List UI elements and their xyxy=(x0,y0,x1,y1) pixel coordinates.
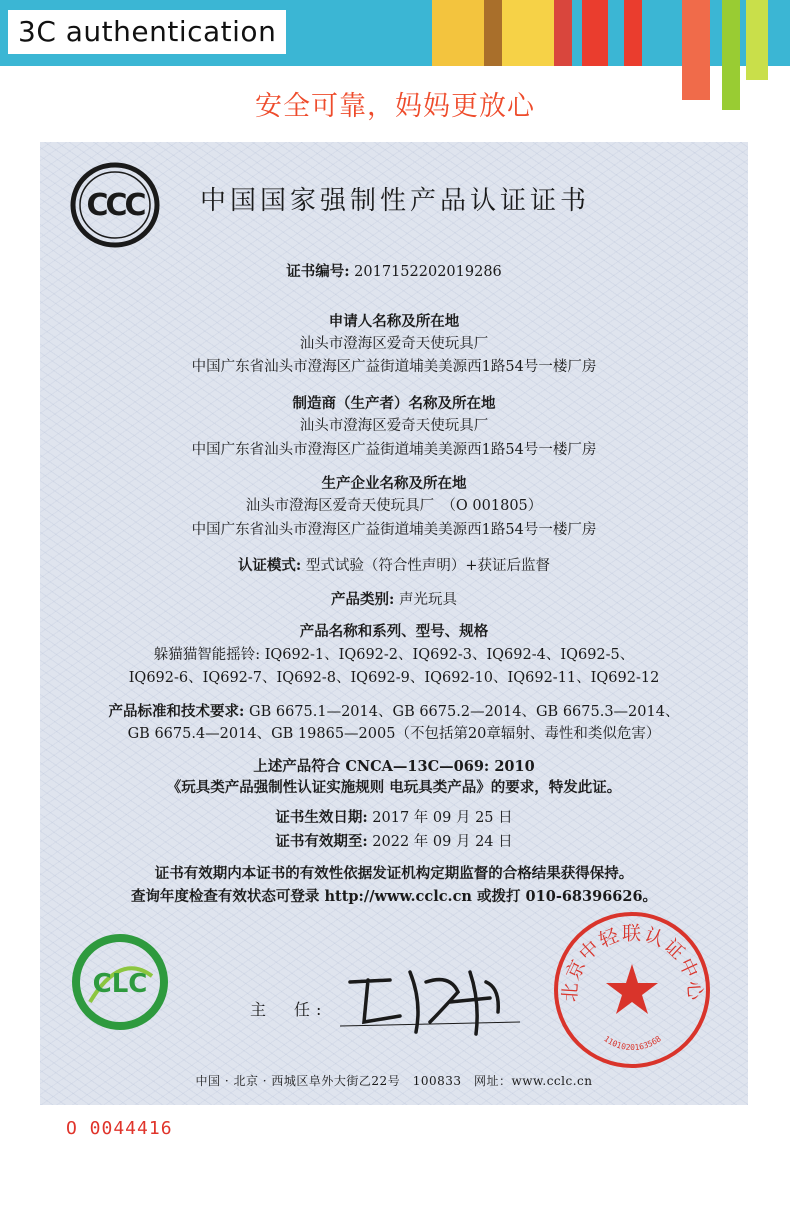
applicant-heading: 申请人名称及所在地 xyxy=(328,313,460,330)
decor-stripe xyxy=(432,0,484,66)
banner-title: 3C authentication xyxy=(8,10,286,54)
applicant-name: 汕头市澄海区爱奇天使玩具厂 xyxy=(299,336,489,352)
query-note: 查询年度检查有效状态可登录 http://www.cclc.cn 或拨打 010-68396626。 xyxy=(130,888,658,905)
decor-stripe xyxy=(484,0,502,66)
manufacturer-heading: 制造商（生产者）名称及所在地 xyxy=(292,395,496,412)
conformity-line: 上述产品符合 CNCA—13C—069: 2010 xyxy=(253,758,535,775)
certificate-title: 中国国家强制性产品认证证书 xyxy=(200,186,591,216)
svg-text:CLC: CLC xyxy=(92,969,148,999)
svg-text:CCC: CCC xyxy=(86,188,144,223)
certification-mode-label: 认证模式: xyxy=(237,557,302,574)
decor-stripe xyxy=(502,0,554,66)
ccc-logo-icon xyxy=(70,160,160,250)
conformity-line: 《玩具类产品强制性认证实施规则 电玩具类产品》的要求，特发此证。 xyxy=(166,779,622,796)
certificate-number: 2017152202019286 xyxy=(354,264,502,280)
standards-row xyxy=(40,700,748,721)
manufacturer-address: 中国广东省汕头市澄海区广益街道埔美美源西1路54号一楼厂房 xyxy=(191,442,597,458)
manufacturer-name: 汕头市澄海区爱奇天使玩具厂 xyxy=(299,418,489,434)
product-category-row xyxy=(40,588,748,609)
issue-date: 2017 年 09 月 25 日 xyxy=(372,810,513,826)
factory-heading: 生产企业名称及所在地 xyxy=(321,475,467,492)
official-seal-icon xyxy=(550,908,715,1073)
decor-stripe xyxy=(554,0,572,66)
expiry-date-label: 证书有效期至: xyxy=(275,833,368,850)
slogan: 安全可靠，妈妈更放心 xyxy=(255,91,535,122)
factory-name: 汕头市澄海区爱奇天使玩具厂 （O 001805） xyxy=(245,498,543,514)
product-category-value: 声光玩具 xyxy=(398,592,457,608)
product-models-line: 躲猫猫智能摇铃: IQ692-1、IQ692-2、IQ692-3、IQ692-4、IQ692-5、 xyxy=(153,647,635,663)
standards-label: 产品标准和技术要求: xyxy=(108,703,245,720)
decor-stripe xyxy=(746,0,768,80)
decor-stripe xyxy=(582,0,608,66)
standards-line: GB 6675.1—2014、GB 6675.2—2014、GB 6675.3—2014、 xyxy=(249,704,680,720)
issue-date-label: 证书生效日期: xyxy=(275,809,368,826)
clc-logo-icon xyxy=(70,932,170,1032)
standards-line: GB 6675.4—2014、GB 19865—2005（不包括第20章辐射、毒性和类似危害） xyxy=(127,726,661,742)
certificate-number-row xyxy=(40,260,748,281)
serial-number: O 0044416 xyxy=(66,1118,173,1139)
validity-note: 证书有效期内本证书的有效性依据发证机构定期监督的合格结果获得保持。 xyxy=(154,865,634,882)
certification-mode-row xyxy=(40,554,748,575)
expiry-date: 2022 年 09 月 24 日 xyxy=(372,834,513,850)
header-banner xyxy=(0,0,790,66)
factory-address: 中国广东省汕头市澄海区广益街道埔美美源西1路54号一楼厂房 xyxy=(191,522,597,538)
certificate xyxy=(40,142,748,1105)
signature-icon xyxy=(330,952,530,1042)
svg-text:北京中轻联认证中心: 北京中轻联认证中心 xyxy=(558,922,707,1003)
product-models-line: IQ692-6、IQ692-7、IQ692-8、IQ692-9、IQ692-10、IQ692-11、IQ692-12 xyxy=(128,670,660,686)
certification-mode-value: 型式试验（符合性声明）+获证后监督 xyxy=(305,558,551,574)
decor-stripe xyxy=(624,0,642,66)
issue-date-row xyxy=(40,806,748,827)
director-label: 主 任: xyxy=(250,1000,328,1019)
svg-text:1101020163568: 1101020163568 xyxy=(602,1034,663,1053)
expiry-date-row xyxy=(40,830,748,851)
applicant-address: 中国广东省汕头市澄海区广益街道埔美美源西1路54号一楼厂房 xyxy=(191,359,597,375)
product-category-label: 产品类别: xyxy=(331,591,395,608)
product-heading: 产品名称和系列、型号、规格 xyxy=(299,623,489,640)
issuer-address: 中国 · 北京 · 西城区阜外大街乙22号 100833 网址：www.cclc.cn xyxy=(195,1074,593,1088)
certificate-number-label: 证书编号: xyxy=(286,263,350,280)
